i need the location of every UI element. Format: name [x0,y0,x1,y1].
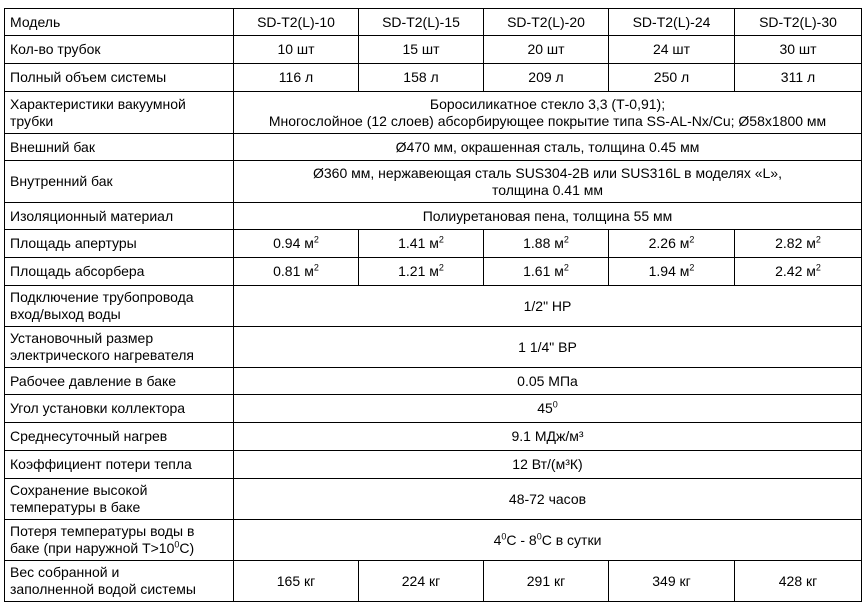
value-line: Боросиликатное стекло 3,3 (Т-0,91); [429,95,666,112]
table-row [5,161,862,203]
table-row [5,203,862,230]
cell-value: 24 шт [609,36,735,64]
table-row [5,258,862,286]
cell-value: 311 л [735,64,862,92]
row-label [5,286,234,327]
cell-value-merged [234,92,862,134]
cell-value: 2.82 $м^2$ [735,230,862,258]
row-label-line: Сохранение высокой [10,482,148,498]
cell-value-merged: $45^0$ [234,395,862,423]
row-label: Внутренний бак [5,161,234,203]
row-label: Рабочее давление в баке [5,368,234,395]
row-label: Коэффициент потери тепла [5,451,234,479]
row-label: Внешний бак [5,134,234,161]
row-label: Среднесуточный нагрев [5,423,234,451]
row-label: Полный объем системы [5,64,234,92]
value-line: Ø360 мм, нержавеющая сталь SUS304-2B или SUS316L в моделях «L», [313,164,782,181]
cell-value: 0.81 $м^2$ [234,258,359,286]
table-row [5,368,862,395]
model-header: SD-T2(L)-20 [484,9,609,36]
value-line: Многослойное (12 слоев) абсорбирующее покрытие типа SS-AL-Nx/Cu; Ø58х1800 мм [268,112,827,129]
model-header: SD-T2(L)-24 [609,9,735,36]
row-label-line: трубки [10,112,54,129]
row-label-line: Потеря температуры воды в [10,523,195,539]
row-label-line: Установочный размер [10,330,154,346]
row-label: Кол-во трубок [5,36,234,64]
cell-value: 1.61 $м^2$ [484,258,609,286]
cell-value-merged: 9.1 МДж/м³ [234,423,862,451]
table-row [5,479,862,520]
row-label-line: Характеристики вакуумной [10,95,186,112]
cell-value: 165 кг [234,561,359,602]
cell-value: 158 л [359,64,484,92]
cell-value: 428 кг [735,561,862,602]
table-row [5,64,862,92]
row-label [5,561,234,602]
table-row [5,520,862,561]
cell-value-merged: 1 1/4" ВР [234,327,862,368]
cell-value: 1.94 $м^2$ [609,258,735,286]
cell-value-merged: 48-72 часов [234,479,862,520]
table-row [5,134,862,161]
row-label-line: Подключение трубопровода [10,289,194,305]
cell-value-merged: Полиуретановая пена, толщина 55 мм [234,203,862,230]
row-label-line: Вес собранной и [10,564,120,580]
cell-value-merged: 0.05 МПа [234,368,862,395]
table-row [5,395,862,423]
row-label-line: электрического нагревателя [10,347,194,363]
row-label [5,92,234,134]
model-header: SD-T2(L)-30 [735,9,862,36]
param-header: Модель [5,9,234,36]
row-label [5,327,234,368]
row-label: Площадь апертуры [5,230,234,258]
cell-value-merged: 12 Вт/(м³К) [234,451,862,479]
row-label-line: баке (при наружной $Т>10^0С$) [10,539,195,556]
cell-value-merged [234,161,862,203]
table-row [5,327,862,368]
row-label [5,520,234,561]
cell-value: 116 л [234,64,359,92]
cell-value: 250 л [609,64,735,92]
cell-value: 224 кг [359,561,484,602]
cell-value: 30 шт [735,36,862,64]
table-row [5,451,862,479]
spec-table [4,8,862,602]
model-header: SD-T2(L)-10 [234,9,359,36]
table-row [5,286,862,327]
cell-value: 20 шт [484,36,609,64]
row-label [5,479,234,520]
value-line: толщина 0.41 мм [491,181,604,198]
cell-value: 209 л [484,64,609,92]
row-label: Площадь абсорбера [5,258,234,286]
table-row [5,561,862,602]
cell-value: 349 кг [609,561,735,602]
table-row [5,230,862,258]
cell-value: 2.42 $м^2$ [735,258,862,286]
table-row [5,423,862,451]
cell-value: 2.26 $м^2$ [609,230,735,258]
cell-value-merged: Ø470 мм, окрашенная сталь, толщина 0.45 мм [234,134,862,161]
cell-value: 1.41 $м^2$ [359,230,484,258]
cell-value: 1.88 $м^2$ [484,230,609,258]
cell-value: 291 кг [484,561,609,602]
row-label: Угол установки коллектора [5,395,234,423]
table-row [5,36,862,64]
header-row [5,9,862,36]
cell-value: 0.94 $м^2$ [234,230,359,258]
row-label: Изоляционный материал [5,203,234,230]
cell-value-merged: $4^0С - 8^0С$ в сутки [234,520,862,561]
table-row [5,92,862,134]
cell-value-merged: 1/2" НР [234,286,862,327]
cell-value: 1.21 $м^2$ [359,258,484,286]
model-header: SD-T2(L)-15 [359,9,484,36]
row-label-line: температуры в баке [10,499,141,515]
row-label-line: заполненной водой системы [10,581,196,597]
cell-value: 15 шт [359,36,484,64]
row-label-line: вход/выход воды [10,306,121,322]
cell-value: 10 шт [234,36,359,64]
